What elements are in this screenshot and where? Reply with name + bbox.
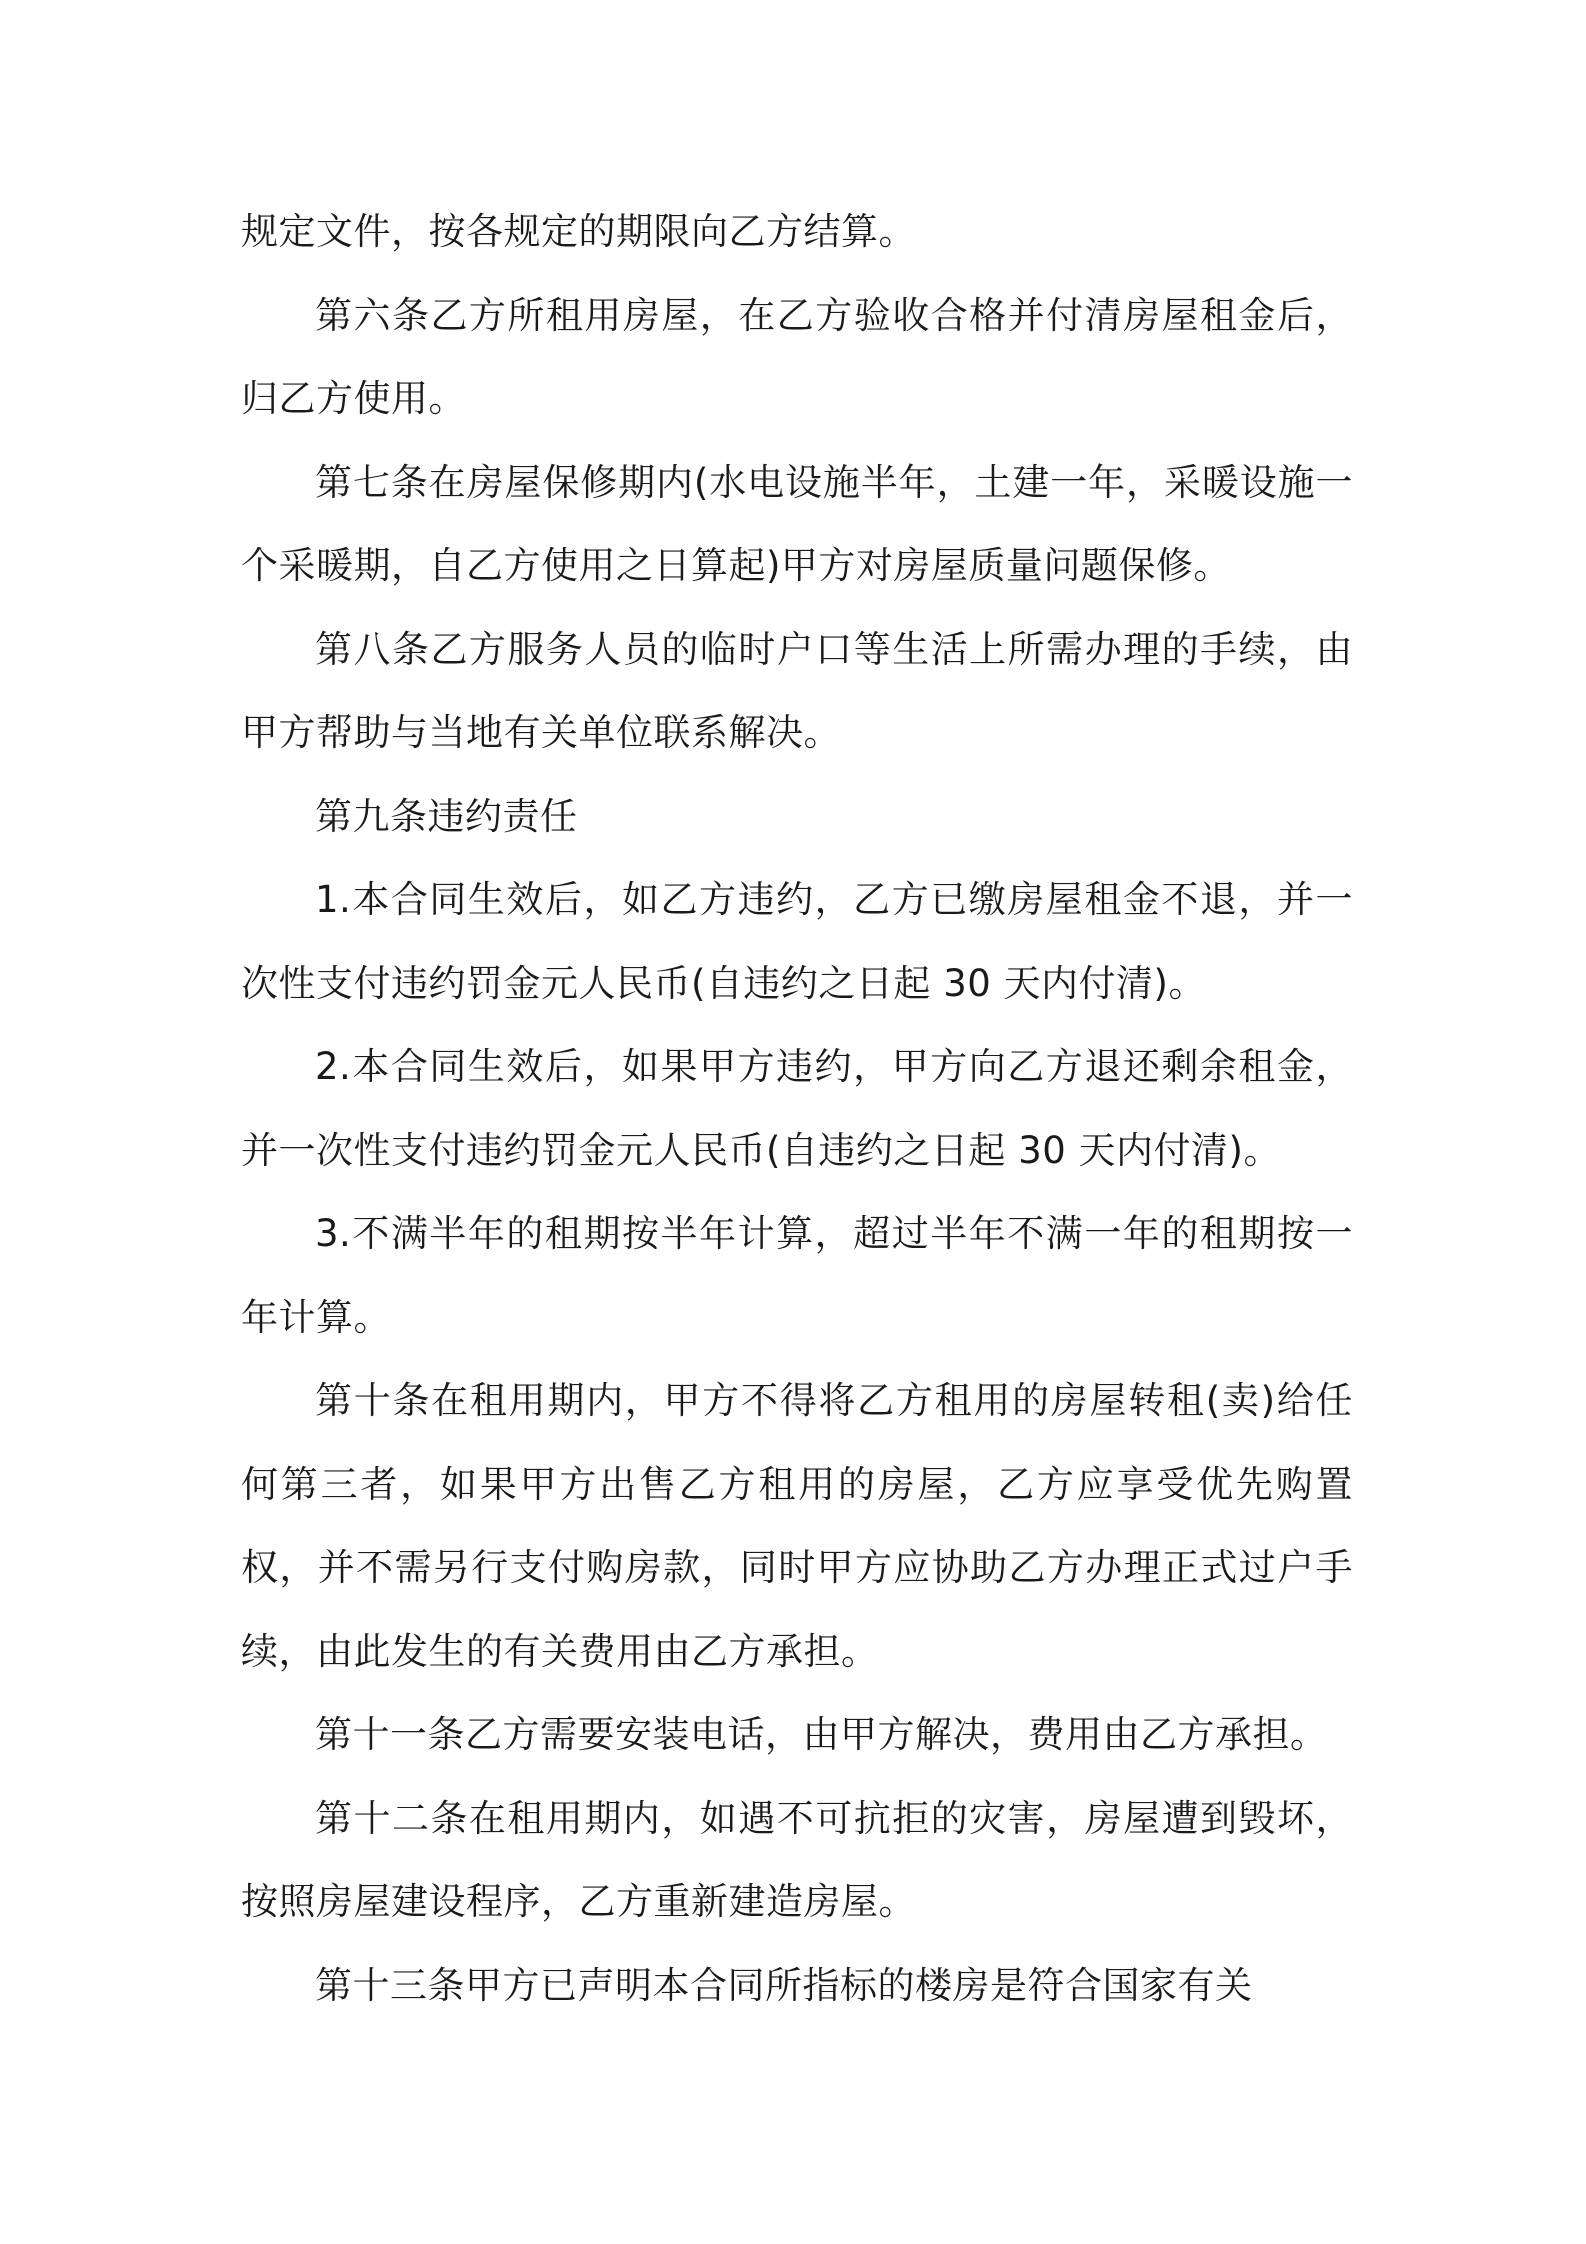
document-body <box>241 190 1353 2027</box>
paragraph-article-9-item-3: 3.不满半年的租期按半年计算，超过半年不满一年的租期按一年计算。 <box>241 1212 1353 1339</box>
paragraph-article-9-heading: 第九条违约责任 <box>315 794 578 838</box>
paragraph-article-11: 第十一条乙方需要安装电话，由甲方解决，费用由乙方承担。 <box>315 1713 1328 1756</box>
paragraph-article-6: 第六条乙方所租用房屋，在乙方验收合格并付清房屋租金后，归乙方使用。 <box>241 293 1353 420</box>
paragraph-article-7: 第七条在房屋保修期内(水电设施半年，土建一年，采暖设施一个采暖期，自乙方使用之日算起)甲方对房屋质量问题保修。 <box>241 460 1353 587</box>
paragraph-continuation: 规定文件，按各规定的期限向乙方结算。 <box>241 210 916 253</box>
paragraph-article-13: 第十三条甲方已声明本合同所指标的楼房是符合国家有关 <box>315 1963 1253 2007</box>
paragraph-article-9-item-2: 2.本合同生效后，如果甲方违约，甲方向乙方退还剩余租金，并一次性支付违约罚金元人民币(自违约之日起 30 天内付清)。 <box>241 1045 1353 1172</box>
paragraph-article-8: 第八条乙方服务人员的临时户口等生活上所需办理的手续，由甲方帮助与当地有关单位联系解决。 <box>241 627 1353 754</box>
paragraph-article-10: 第十条在租用期内，甲方不得将乙方租用的房屋转租(卖)给任何第三者，如果甲方出售乙方租用的房屋，乙方应享受优先购置权，并不需另行支付购房款，同时甲方应协助乙方办理正式过户手续，由此发生的有关费用由乙方承担。 <box>241 1379 1353 1673</box>
paragraph-article-9-item-1: 1.本合同生效后，如乙方违约，乙方已缴房屋租金不退，并一次性支付违约罚金元人民币(自违约之日起 30 天内付清)。 <box>241 878 1353 1005</box>
paragraph-article-12: 第十二条在租用期内，如遇不可抗拒的灾害，房屋遭到毁坏，按照房屋建设程序，乙方重新建造房屋。 <box>241 1796 1353 1923</box>
